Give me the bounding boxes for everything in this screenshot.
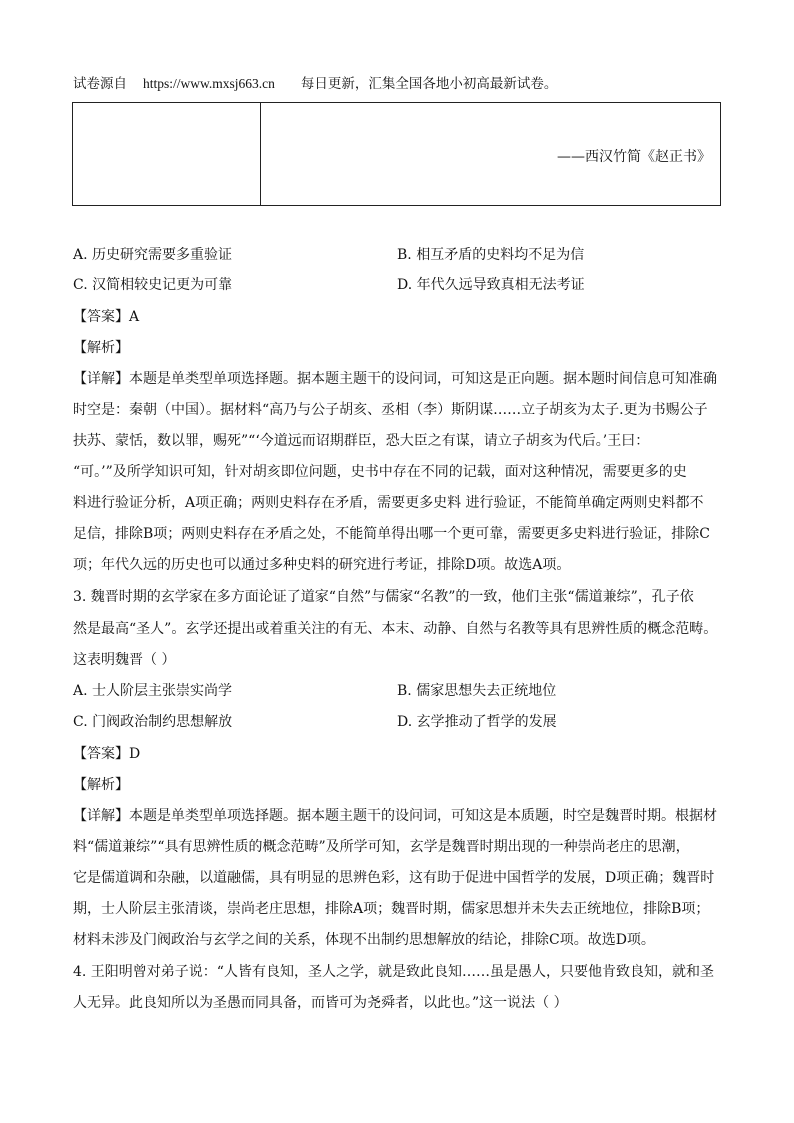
q2-detail-line: 时空是：秦朝（中国）。据材料“高乃与公子胡亥、丞相（李）斯阴谋……立子胡亥为太子.更为书赐公子	[73, 402, 708, 418]
q2-option-d[interactable]: D. 年代久远导致真相无法考证	[397, 277, 585, 293]
q3-stem-line: 这表明魏晋（ ）	[73, 652, 176, 668]
q2-detail-line: 料进行验证分析，A项正确；两则史料存在矛盾，需要更多史料 进行验证，不能简单确定两则史料都不	[73, 495, 704, 511]
q4-stem-line: 人无异。此良知所以为圣愚而同具备，而皆可为尧舜者，以此也。”这一说法（ ）	[73, 995, 568, 1011]
q3-option-b[interactable]: B. 儒家思想失去正统地位	[397, 683, 557, 699]
q2-analysis-label: 【解析】	[73, 340, 129, 356]
header-prefix: 试卷源自	[73, 76, 127, 92]
header-url-link[interactable]: https://www.mxsj663.cn	[143, 76, 275, 91]
q2-option-b[interactable]: B. 相互矛盾的史料均不足为信	[397, 247, 585, 263]
q3-option-c[interactable]: C. 门阀政治制约思想解放	[73, 714, 233, 730]
q2-detail-line: 项；年代久远的历史也可以通过多种史料的研究进行考证，排除D项。故选A项。	[73, 557, 571, 573]
q2-option-c[interactable]: C. 汉简相较史记更为可靠	[73, 277, 233, 293]
q2-option-a[interactable]: A. 历史研究需要多重验证	[73, 247, 233, 263]
q3-detail-line: 【详解】本题是单类型单项选择题。据本题主题干的设问词，可知这是本质题，时空是魏晋时期。根据材	[73, 808, 717, 824]
q4-stem-line: 4. 王阳明曾对弟子说：“人皆有良知，圣人之学，就是致此良知……虽是愚人，只要他肯致良知，就和圣	[73, 964, 714, 980]
q3-answer: 【答案】D	[73, 746, 141, 762]
q2-detail-line: 【详解】本题是单类型单项选择题。据本题主题干的设问词，可知这是正向题。据本题时间信息可知准确	[73, 371, 717, 387]
source-attribution: ——西汉竹简《赵正书》	[557, 149, 711, 165]
q3-option-d[interactable]: D. 玄学推动了哲学的发展	[397, 714, 557, 730]
q2-detail-line: 扶苏、蒙恬，数以罪，赐死”“‘今道远而诏期群臣，恐大臣之有谋，请立子胡亥为代后。’王曰：	[73, 433, 650, 449]
q3-stem-line: 然是最高“圣人”。玄学还提出或着重关注的有无、本末、动静、自然与名教等具有思辨性质的概念范畴。	[73, 621, 718, 637]
q3-detail-line: 期，士人阶层主张清谈，崇尚老庄思想，排除A项；魏晋时期，儒家思想并未失去正统地位，排除B项；	[73, 901, 710, 917]
q2-detail-line: “可。’”及所学知识可知，针对胡亥即位问题，史书中存在不同的记载，面对这种情况，需要更多的史	[73, 464, 687, 480]
table-cell-source	[261, 103, 720, 205]
q3-detail-line: 料“儒道兼综”“具有思辨性质的概念范畴”及所学可知，玄学是魏晋时期出现的一种崇尚老庄的思潮，	[73, 839, 690, 855]
q3-option-a[interactable]: A. 士人阶层主张崇实尚学	[73, 683, 233, 699]
q3-detail-line: 材料未涉及门阀政治与玄学之间的关系，体现不出制约思想解放的结论，排除C项。故选D项。	[73, 932, 655, 948]
q2-detail-line: 足信，排除B项；两则史料存在矛盾之处，不能简单得出哪一个更可靠，需要更多史料进行验证，排除C	[73, 526, 710, 542]
page-header	[73, 72, 557, 92]
q3-stem-line: 3. 魏晋时期的玄学家在多方面论证了道家“自然”与儒家“名教”的一致，他们主张“儒道兼综”，孔子依	[73, 589, 694, 605]
q2-answer: 【答案】A	[73, 309, 140, 325]
header-slogan: 每日更新，汇集全国各地小初高最新试卷。	[300, 76, 558, 92]
table-cell-empty	[73, 103, 261, 205]
q3-detail-line: 它是儒道调和杂融，以道融儒，具有明显的思辨色彩，这有助于促进中国哲学的发展，D项正确；魏晋时	[73, 870, 715, 886]
source-material-table	[72, 102, 721, 206]
q3-analysis-label: 【解析】	[73, 777, 129, 793]
